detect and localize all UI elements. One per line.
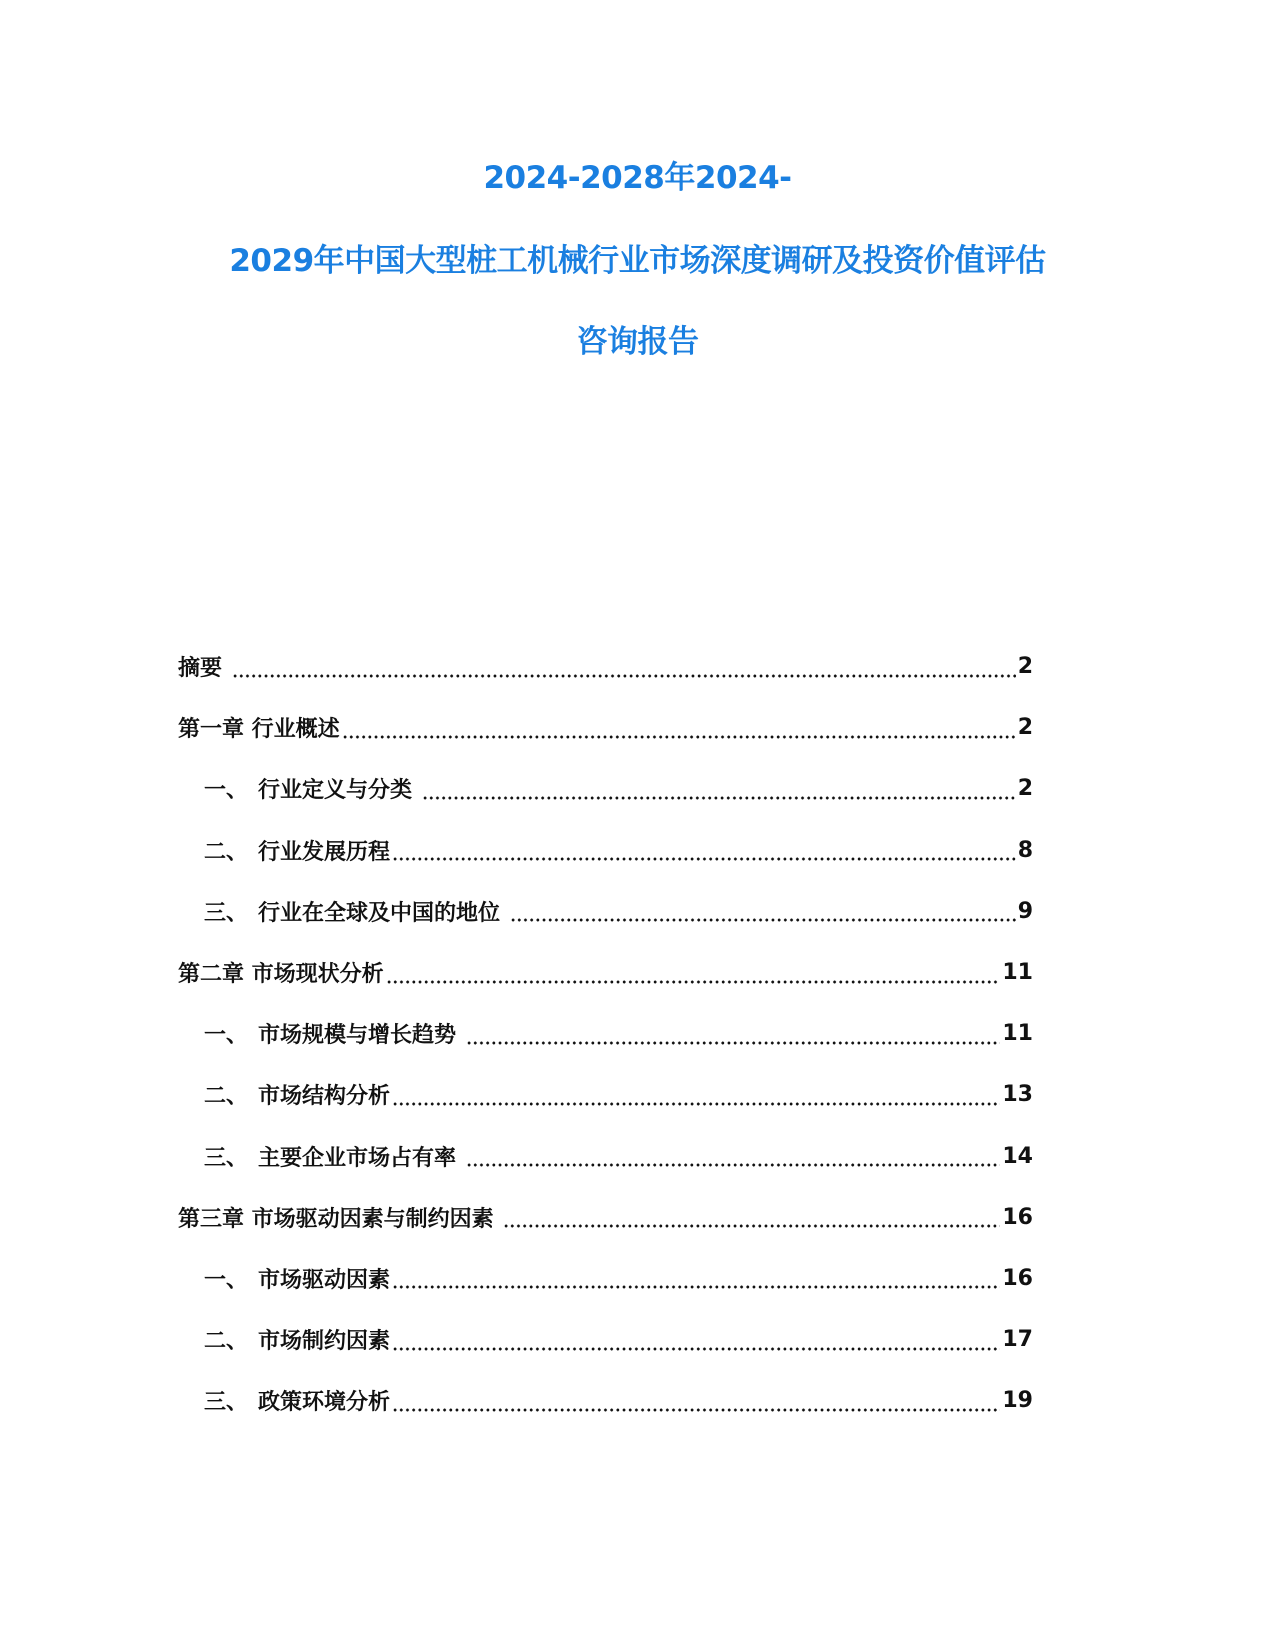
toc-entry-number: 三、 <box>204 1145 249 1171</box>
toc-entry-label: 第二章 市场现状分析 <box>178 962 384 988</box>
toc-entry-label: 行业发展历程 <box>258 839 391 865</box>
toc-entry[interactable] <box>178 820 1033 881</box>
toc-entry-label: 第一章 行业概述 <box>178 717 340 743</box>
toc-entry-label: 第三章 市场驱动因素与制约因素 <box>178 1206 502 1232</box>
toc-entry[interactable] <box>178 1187 1033 1248</box>
toc-dot-leader <box>392 1084 1000 1106</box>
toc-entry-page: 19 <box>1002 1388 1033 1414</box>
toc-entry-label: 市场规模与增长趋势 <box>258 1023 464 1049</box>
toc-entry-label: 政策环境分析 <box>258 1390 391 1416</box>
toc-entry-number: 二、 <box>204 1329 249 1355</box>
toc-entry-page: 8 <box>1017 837 1033 863</box>
toc-dot-leader <box>510 900 1016 922</box>
toc-entry-page: 16 <box>1002 1265 1033 1291</box>
toc-entry-page: 9 <box>1017 898 1033 924</box>
toc-entry-label: 市场制约因素 <box>258 1329 391 1355</box>
toc-entry-page: 11 <box>1002 1021 1033 1047</box>
toc-dot-leader <box>392 1390 1000 1412</box>
toc-entry-page: 11 <box>1002 960 1033 986</box>
toc-entry-page: 14 <box>1002 1143 1033 1169</box>
toc-entry-label: 摘要 <box>178 656 230 682</box>
toc-entry-page: 2 <box>1017 654 1033 680</box>
toc-entry-page: 13 <box>1002 1082 1033 1108</box>
toc-entry-page: 16 <box>1002 1204 1033 1230</box>
toc-entry-number: 三、 <box>204 900 249 926</box>
toc-dot-leader <box>342 717 1016 739</box>
toc-entry-number: 二、 <box>204 1084 249 1110</box>
toc-entry[interactable] <box>178 1309 1033 1370</box>
table-of-contents <box>178 636 1033 1431</box>
toc-entry[interactable] <box>178 881 1033 942</box>
toc-entry-label: 主要企业市场占有率 <box>258 1145 464 1171</box>
toc-entry[interactable] <box>178 1064 1033 1125</box>
toc-dot-leader <box>386 962 1001 984</box>
toc-entry-label: 行业在全球及中国的地位 <box>258 900 508 926</box>
toc-entry[interactable] <box>178 1248 1033 1309</box>
toc-entry[interactable] <box>178 1003 1033 1064</box>
toc-dot-leader <box>466 1145 1001 1167</box>
toc-entry-page: 17 <box>1002 1327 1033 1353</box>
toc-entry[interactable] <box>178 697 1033 758</box>
title-line-2: 2029年中国大型桩工机械行业市场深度调研及投资价值评估 <box>229 243 1046 279</box>
toc-entry[interactable] <box>178 636 1033 697</box>
toc-entry-number: 一、 <box>204 1023 249 1049</box>
toc-entry[interactable] <box>178 1370 1033 1431</box>
toc-dot-leader <box>503 1206 1000 1228</box>
title-line-1: 2024-2028年2024- <box>483 160 792 196</box>
toc-entry[interactable] <box>178 758 1033 819</box>
toc-entry-number: 二、 <box>204 839 249 865</box>
toc-entry-page: 2 <box>1017 776 1033 802</box>
toc-entry-number: 一、 <box>204 1267 249 1293</box>
toc-entry-number: 一、 <box>204 778 249 804</box>
toc-dot-leader <box>392 839 1016 861</box>
toc-entry-label: 行业定义与分类 <box>258 778 420 804</box>
toc-entry[interactable] <box>178 1126 1033 1187</box>
toc-entry-label: 市场结构分析 <box>258 1084 391 1110</box>
toc-dot-leader <box>466 1023 1001 1045</box>
toc-entry-number: 三、 <box>204 1390 249 1416</box>
toc-entry-label: 市场驱动因素 <box>258 1267 391 1293</box>
toc-entry-page: 2 <box>1017 715 1033 741</box>
toc-dot-leader <box>232 656 1016 678</box>
toc-dot-leader <box>392 1329 1000 1351</box>
toc-dot-leader <box>392 1267 1000 1289</box>
title-line-3: 咨询报告 <box>576 324 699 360</box>
toc-entry[interactable] <box>178 942 1033 1003</box>
toc-dot-leader <box>422 778 1016 800</box>
